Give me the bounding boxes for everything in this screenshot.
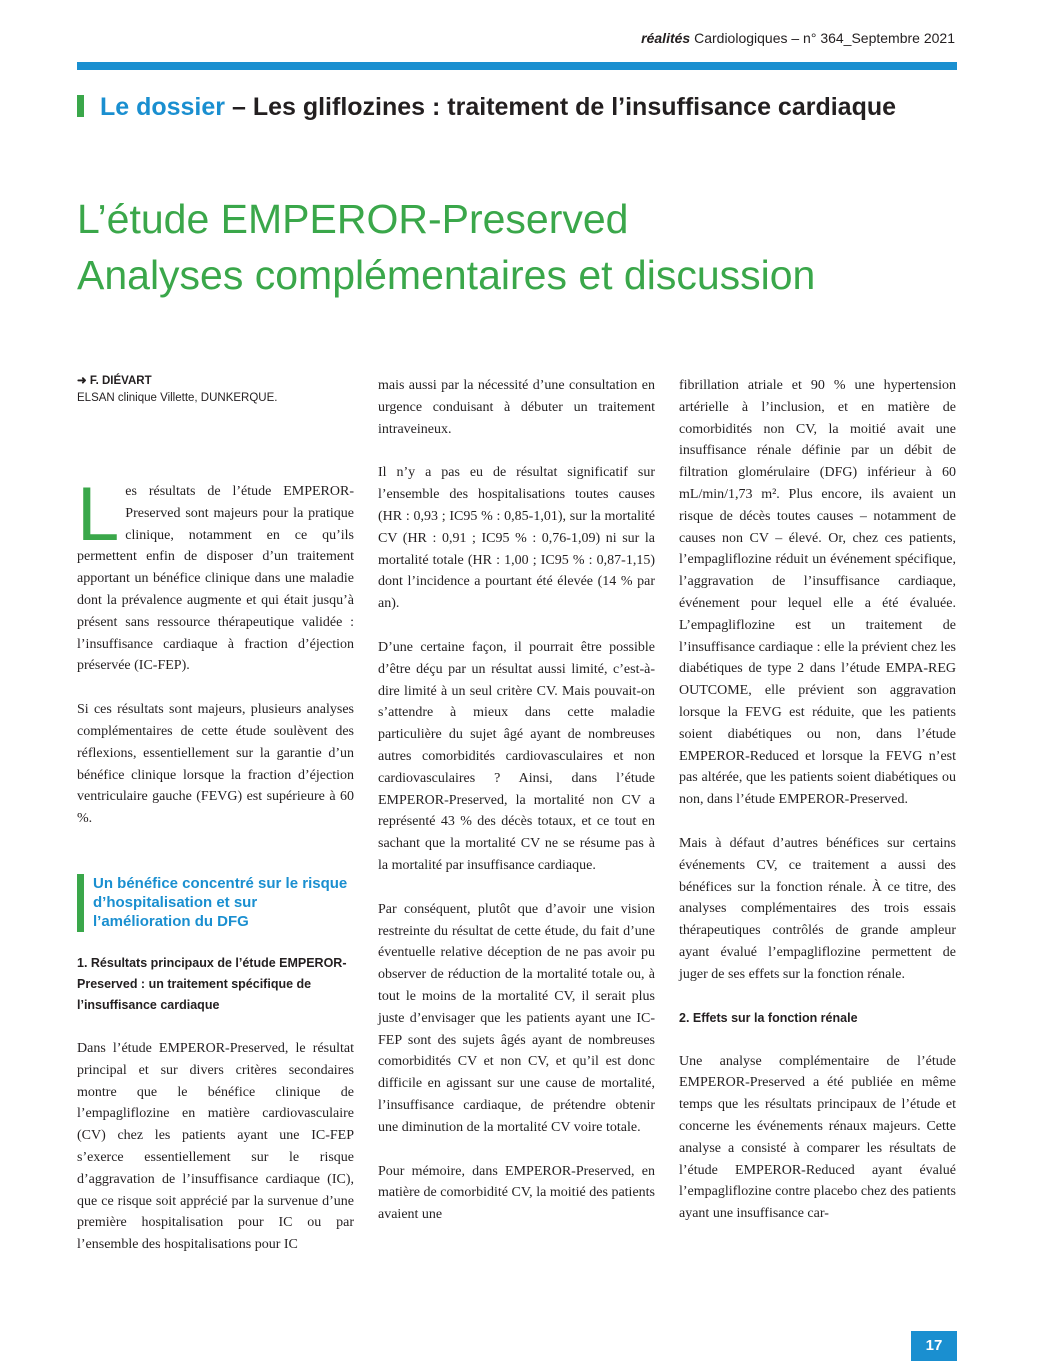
- subheading: 1. Résultats principaux de l’étude EMPEROR-Preserved : un traitement spécifique de l’insuffisance cardiaque: [77, 955, 347, 1012]
- paragraph: D’une certaine façon, il pourrait être possible d’être déçu par un résultat aussi limité, c’est-à-dire limité à un seul critère CV. Mais pouvait-on s’attendre à mieux dans cette maladie particulière du sujet âgé ayant de nombreuses autres comorbidités cardiovasculaires et non cardiovasculaires ? Ainsi, dans l’étude EMPEROR-Preserved, la mortalité non CV a représenté 43 % des décès totaux, et ce tout en sachant que la mortalité CV ne se résume pas à la mortalité par insuffisance cardiaque.: [378, 639, 655, 873]
- section-marker: [77, 874, 84, 932]
- dossier-label: Le dossier: [99, 93, 226, 121]
- column-3: [679, 375, 956, 1225]
- drop-cap: L: [77, 472, 120, 557]
- section-heading: [77, 874, 354, 931]
- article-title-line1: L’étude EMPEROR-Preserved: [77, 196, 629, 242]
- article-title: [77, 191, 977, 303]
- dossier-subject: – Les gliflozines : traitement de l’insuffisance cardiaque: [231, 93, 897, 121]
- journal-brand: réalités: [641, 30, 691, 46]
- paragraph: fibrillation atriale et 90 % une hypertension artérielle à l’inclusion, et en matière de comorbidités non CV, la moitié avait une insuffisance rénale définie par un débit de filtration glomérulaire (DFG) inférieur à 60 mL/min/1,73 m². Plus encore, ils avaient un risque de décès toutes causes – notamment de causes non CV – élevé. Or, chez ces patients, l’empagliflozine réduit un événement spécifique, l’aggravation de l’insuffisance cardiaque, événement pour lequel elle a été évaluée. L’empagliflozine est un traitement de l’insuffisance cardiaque : elle la prévient chez les diabétiques de type 2 dans l’étude EMPA-REG OUTCOME, elle prévient son aggravation lorsque la FEVG est réduite, que les patients soient diabétiques ou non, dans l’étude EMPEROR-Reduced et lorsque la FEVG n’est pas altérée, que les patients soient diabétiques ou non, dans l’étude EMPEROR-Preserved.: [679, 378, 956, 808]
- paragraph: Il n’y a pas eu de résultat significatif sur l’ensemble des hospitalisations toutes causes (HR : 0,93 ; IC95 % : 0,85-1,01), sur la mortalité CV (HR : 0,91 ; IC95 % : 0,76-1,09) ni sur la mortalité totale (HR : 1,00 ; IC95 % : 0,87-1,15) dont l’incidence a pourtant été élevée (14 % par an).: [378, 465, 655, 612]
- header-rule: [77, 62, 957, 70]
- paragraph: Mais à défaut d’autres bénéfices sur certains événements CV, ce traitement a aussi des bénéfices sur la fonction rénale. À ce titre, des analyses complémentaires des trois essais thérapeutiques contrôlés de grande ampleur ayant évalué l’empagliflozine permettent de juger de ses effets sur la fonction rénale.: [679, 835, 956, 982]
- journal-issue: Cardiologiques – n° 364_Septembre 2021: [694, 30, 955, 46]
- author-name: ➜ F. DIÉVART: [77, 375, 152, 387]
- article-title-line2: Analyses complémentaires et discussion: [77, 252, 816, 298]
- author-affiliation: ELSAN clinique Villette, DUNKERQUE.: [77, 392, 278, 404]
- paragraph: Si ces résultats sont majeurs, plusieurs analyses complémentaires de cette étude soulèvent des réflexions, essentiellement sur la garantie d’un bénéfice clinique lorsque la fraction d’éjection ventriculaire gauche (FEVG) est supérieure à 60 %.: [77, 702, 354, 827]
- dossier-marker: [77, 95, 84, 117]
- intro-text: es résultats de l’étude EMPEROR-Preserved sont majeurs pour la pratique clinique, notamment en ce qu’ils permettent enfin de disposer d’un traitement apportant un bénéfice clinique dans une maladie dont la prévalence augmente et qui était jusqu’à présent sans ressource thérapeutique validée : l’insuffisance cardiaque à fraction d’éjection préservée (IC-FEP).: [77, 484, 354, 674]
- paragraph: Pour mémoire, dans EMPEROR-Preserved, en matière de comorbidité CV, la moitié des patients avaient une: [378, 1163, 655, 1223]
- journal-header: [641, 30, 955, 46]
- section-heading-text: Un bénéfice concentré sur le risque d’hospitalisation et sur l’amélioration du DFG: [93, 874, 348, 930]
- paragraph: Par conséquent, plutôt que d’avoir une vision restreinte du résultat de cette étude, du fait d’une éventuelle relative déception de ne pas avoir pu observer de réduction de la mortalité totale ou, à tout le moins de la mortalité CV, il serait plus juste d’envisager que les patients ayant une IC-FEP sont des sujets âgés ayant de nombreuses comorbidités CV et non CV, et qu’il est donc difficile en agissant sur une cause de mortalité, l’insuffisance cardiaque, de prétendre obtenir une diminution de la mortalité CV voire totale.: [378, 901, 655, 1135]
- dossier-heading: [77, 92, 967, 122]
- column-2: [378, 375, 655, 1226]
- paragraph: Une analyse complémentaire de l’étude EMPEROR-Preserved a été publiée en même temps que les résultats principaux de l’étude et concerne les événements rénaux majeurs. Cette analyse a consisté à comparer les résultats de l’étude EMPEROR-Reduced ayant évalué l’empagliflozine contre placebo chez des patients ayant une insuffisance car-: [679, 1053, 956, 1222]
- page-number: 17: [911, 1331, 957, 1361]
- subheading: 2. Effets sur la fonction rénale: [679, 1010, 858, 1025]
- author-block: [77, 373, 277, 407]
- paragraph: mais aussi par la nécessité d’une consultation en urgence conduisant à débuter un traitement intraveineux.: [378, 378, 655, 437]
- column-1: [77, 472, 354, 1256]
- paragraph: Dans l’étude EMPEROR-Preserved, le résultat principal et sur divers critères secondaires montre que le bénéfice clinique de l’empagliflozine en matière cardiovasculaire (CV) chez les patients ayant une IC-FEP s’exerce essentiellement sur le risque d’aggravation de l’insuffisance cardiaque (IC), que ce risque soit apprécié par la survenue d’une première hospitalisation pour IC ou par l’ensemble des hospitalisations pour IC: [77, 1040, 354, 1253]
- intro-paragraph: [77, 472, 354, 677]
